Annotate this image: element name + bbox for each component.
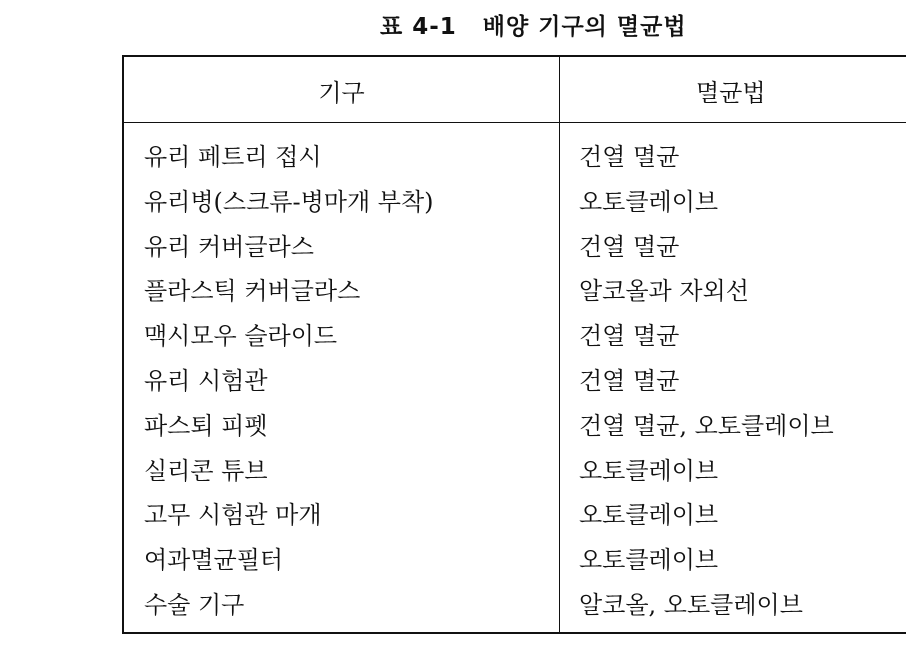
header-sterilization-method: 멸균법	[696, 79, 766, 107]
table-row	[124, 540, 906, 585]
table-row	[124, 451, 906, 496]
table-row	[124, 227, 906, 272]
equipment-cell: 맥시모우 슬라이드	[144, 322, 338, 351]
table-number: 표 4-1	[380, 14, 457, 40]
method-cell: 오토클레이브	[579, 501, 719, 530]
method-cell: 건열 멸균, 오토클레이브	[579, 411, 834, 440]
table-row	[124, 271, 906, 316]
method-cell: 알코올과 자외선	[579, 277, 749, 306]
sterilization-table	[122, 55, 906, 634]
equipment-cell: 유리 페트리 접시	[144, 143, 322, 171]
table-row	[124, 495, 906, 540]
table-body	[124, 137, 906, 630]
table-row	[124, 406, 906, 451]
table-title: 배양 기구의 멸균법	[482, 14, 687, 40]
equipment-cell: 유리 커버글라스	[144, 232, 314, 261]
method-cell: 건열 멸균	[579, 143, 680, 171]
table-caption	[380, 8, 800, 41]
method-cell: 건열 멸균	[579, 232, 680, 261]
method-cell: 알코올, 오토클레이브	[579, 590, 803, 619]
table-row	[124, 137, 906, 182]
equipment-cell: 여과멸균필터	[144, 546, 284, 575]
equipment-cell: 실리콘 튜브	[144, 456, 268, 485]
table-row	[124, 361, 906, 406]
table-header	[124, 57, 906, 123]
equipment-cell: 파스퇴 피펫	[144, 411, 268, 440]
method-cell: 건열 멸균	[579, 366, 680, 395]
equipment-cell: 수술 기구	[144, 590, 245, 619]
header-equipment: 기구	[318, 79, 365, 107]
equipment-cell: 고무 시험관 마개	[144, 501, 322, 530]
method-cell: 오토클레이브	[579, 546, 719, 575]
method-cell: 오토클레이브	[579, 187, 719, 216]
equipment-cell: 유리병(스크류-병마개 부착)	[144, 187, 434, 216]
equipment-cell: 플라스틱 커버글라스	[144, 277, 361, 306]
method-cell: 오토클레이브	[579, 456, 719, 485]
method-cell: 건열 멸균	[579, 322, 680, 351]
equipment-cell: 유리 시험관	[144, 366, 268, 395]
table-row	[124, 316, 906, 361]
table-row	[124, 585, 906, 630]
table-row	[124, 182, 906, 227]
